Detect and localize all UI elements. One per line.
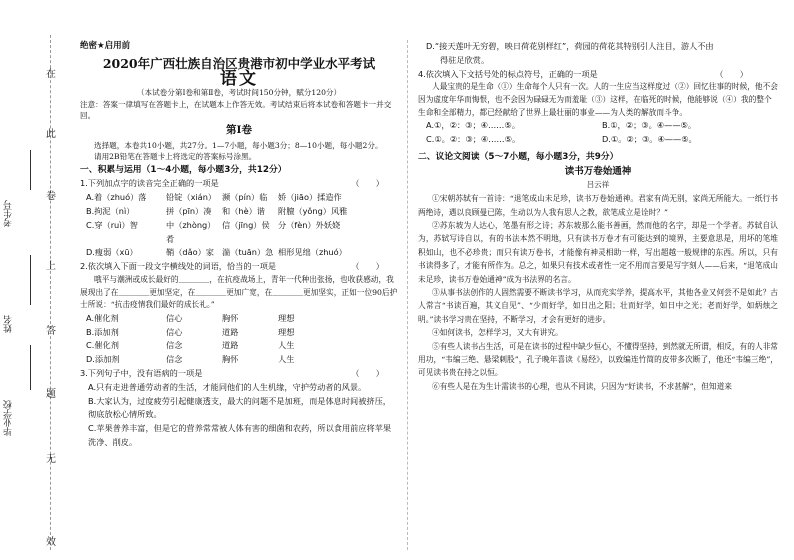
option-cell: C.①。②：③；④……⑤。: [426, 133, 521, 144]
question-1: [80, 177, 398, 191]
volume-title: 第Ⅰ卷: [226, 123, 252, 136]
article-paragraph: ⑤有些人读书占生活，可是在读书的过程中缺少恒心，不懂得坚持，到然就无所谓，相反，有的人非常用功，“韦编三绝、悬梁刺股”，孔子晚年喜读《易经》，以致编连竹简的皮带多次断了，他还“韦编三绝”，可见读书贵在持之以恒。: [418, 341, 778, 378]
option-cell: A.催化剂: [86, 312, 119, 323]
option-cell: 信念: [166, 340, 183, 351]
option-cell: 中（zhòng）肴: [166, 219, 216, 244]
article-paragraph: ③从事书法创作的人固然需要不断读书学习，从而充实学养，提高水平，其他各业又何尝不是如此？古人常言“书读百遍，其义自见”、“少而好学，如日出之阳；壮而好学，如日中之光；老而好学，如炳烛之明。”读书学习贵在坚持，不断学习，才会有更好的进步。: [418, 288, 778, 324]
option-cell: B.拘泥（nì）: [86, 206, 135, 217]
article-paragraph: ①宋朝苏轼有一首诗：“退笔成山未足珍，读书万卷始通神。君家有尚无别，家尚无所能大。一纸行书两绝诗，遇以良顾曼已陈，生动以为人我有思人之教，欲笔成立是诠时？”: [418, 194, 778, 217]
option-cell: C.穿（ruì）智: [86, 219, 138, 230]
seal-char: 题: [46, 389, 56, 400]
option-cell: 濒（pín）临: [222, 192, 268, 203]
option-cell: 分（fèn）外妖娆: [278, 219, 341, 230]
option-row: [80, 246, 398, 260]
option-cell: 道路: [222, 326, 239, 337]
option-cell: 相形见绌（zhuó）: [278, 247, 347, 258]
section-heading: 一、积累与运用（1～4小题，每小题3分，共12分）: [80, 164, 287, 175]
article-title: 读书万卷始通神: [564, 165, 632, 177]
option-row: [80, 205, 398, 219]
option-row: [80, 339, 398, 353]
answer-bracket: （ ）: [351, 368, 384, 379]
exam-number-label: 考生号: [4, 200, 14, 227]
left-column: [80, 40, 398, 450]
right-column: [418, 40, 778, 393]
option-cell: 信（jīng）侯: [222, 219, 270, 230]
exam-number-line: [30, 150, 31, 190]
option-cell: 人生: [278, 354, 295, 365]
option-cell: 和（hè）谐: [222, 206, 265, 217]
seal-char: 无: [46, 454, 56, 465]
option-cell: 信心: [166, 326, 183, 337]
exam-title: 2020年广西壮族自治区贵港市初中学业水平考试: [102, 55, 376, 71]
seal-char: 上: [46, 261, 56, 272]
question-passage: 人最宝贵的是生命（①）生命每个人只有一次。人的一生应当这样度过（②）回忆往事的时候，他不会因为虚度年华而悔恨，也不会因为碌碌无为而羞耻（③）这样，在临死的时候，他能够说（④）我的整个生命和全部精力，都已经献给了世界上最壮丽的事业——为人类的解放而斗争。: [418, 82, 778, 117]
seal-line: [50, 35, 51, 550]
option-cell: 道路: [222, 340, 239, 351]
option-cell: B.添加剂: [86, 326, 119, 337]
option-cell: 附膻（yǒng）风雅: [278, 206, 348, 217]
option-row: [80, 191, 398, 205]
school-label: 毕业学校: [4, 400, 14, 436]
option-cell: 胸怀: [222, 312, 239, 323]
question-4: [418, 68, 778, 82]
volume-note: 请用2B铅笔在答题卡上将选定的答案标号涂黑。: [94, 152, 257, 162]
article-author: 吕云祥: [586, 180, 610, 190]
exam-info: （本试卷分第Ⅰ卷和第Ⅱ卷，考试时间150分钟，赋分120分）: [136, 88, 342, 98]
option-cell: 胸怀: [222, 354, 239, 365]
option-cell: B.①，②；③。④——⑤。: [602, 120, 697, 131]
volume-note: 选择题，本卷共10小题，共27分。1—7小题，每小题3分；8—10小题，每小题2分。: [94, 140, 383, 150]
name-label: 姓名: [4, 315, 14, 333]
subject-title: 语文: [220, 68, 258, 89]
option-cell: 理想: [278, 312, 295, 323]
option-d-continued: 得驻足欣赏。: [440, 54, 490, 65]
option-cell: 湍（tuān）急: [222, 247, 274, 258]
binding-margin: [0, 0, 80, 560]
question-text: 2.依次填入下面一段文字横线处的词语，恰当的一项是: [80, 261, 277, 272]
question-text: 4.依次填入下文括号处的标点符号，正确的一项是: [418, 68, 598, 79]
option-cell: 理想: [278, 326, 295, 337]
option-cell: D.添加剂: [86, 354, 120, 365]
seal-char: 卷: [46, 191, 56, 202]
answer-bracket: （ ）: [715, 68, 748, 79]
seal-char: 在: [46, 69, 56, 80]
option-cell: 信心: [166, 312, 183, 323]
seal-char: 答: [46, 326, 56, 337]
exam-instructions: 注意：答案一律填写在答题卡上，在试题本上作答无效。考试结束后将本试卷和答题卡一并交回。: [80, 99, 392, 121]
answer-bracket: （ ）: [351, 261, 384, 272]
question-passage: 哦平与潮洲或成长最好的＿＿＿＿，在抗疫战场上，青年一代种出张扬，也收获感动，我展现出了在＿＿＿＿更加坚定，在＿＿＿＿更加广宽，在＿＿＿＿更加坚实，正如一位90后护士所说：“抗击疫情我们最好的成长礼。”: [80, 275, 398, 310]
option-row: [80, 353, 398, 367]
option-a: A.只有走进普通劳动者的生活，才能同他们的人生机缘，守护劳动者的风景。: [88, 381, 367, 392]
option-cell: 铅锭（xián）: [166, 192, 217, 203]
option-row: [418, 133, 778, 147]
option-cell: 拼（pīn）凑: [166, 206, 212, 217]
fold-line: [407, 40, 408, 550]
option-cell: C.催化剂: [86, 340, 119, 351]
question-text: 1.下列加点字的读音完全正确的一项是: [80, 178, 219, 189]
option-row: [80, 326, 398, 340]
option-row: [418, 119, 778, 133]
option-c: C.苹果普养丰富，但是它的营养常常被人体有害的细菌和农药，所以食用前应将苹果洗净、削皮。: [88, 423, 392, 448]
option-cell: D.瘦弱（xū）: [86, 247, 138, 258]
article-paragraph: ②苏东坡为人达心，笔墨有形之诗；苏东坡那么能书善画，然而他的名字，却是一个学者。苏轼自认为，苏轼写诗自以，有的书法本然不明地，只有读书万卷才有可能达到的境界，主要意思是，用坏的笔堆积如山，也不必珍贵；而只有读万卷书，才能像有神灵相助一样，写出超越一般规律的东西。所以，只有书读得多了，才能有所作为。总之，如果只有技术或者性一定不用而言要是写字刻人——后来，“退笔成山未足珍，读书万卷始通神”成为书法界的名言。: [418, 220, 778, 284]
option-cell: 娇（jiāo）揉造作: [278, 192, 342, 203]
option-d: D.“接天莲叶无穷碧，映日荷花别样红”，荷园的荷花其特别引人注目，游人不由: [426, 41, 714, 51]
section-heading: 二、议论文阅读（5～7小题，每小题3分，共9分）: [418, 151, 619, 162]
seal-char: 效: [46, 537, 56, 548]
question-3: [80, 367, 398, 381]
option-cell: A.①，②：③；④……⑤。: [426, 120, 520, 131]
name-line: [30, 255, 31, 305]
question-text: 3.下列句子中，没有语病的一项是: [80, 368, 203, 379]
article-paragraph: ④如何读书，怎样学习，又大有讲究。: [432, 328, 563, 338]
option-cell: D.①。②；③。④——⑤。: [602, 133, 697, 144]
question-2: [80, 260, 398, 274]
seal-char: 此: [46, 129, 56, 140]
option-b: B.大家认为，过度疲劳引起健康透支，最大的问题不是加班，而是体息时间被挤压，彻底放松心情所致。: [88, 395, 391, 420]
option-row: [80, 219, 398, 247]
option-cell: 人生: [278, 340, 295, 351]
option-cell: 鞘（dǎo）家: [166, 247, 214, 258]
school-line: [30, 345, 31, 390]
option-cell: 信念: [166, 354, 183, 365]
article-paragraph: ⑥有些人是在为生计需读书的心理，也从不同读，只因为“好读书，不求甚解”，但知道来: [432, 381, 732, 391]
option-row: [80, 312, 398, 326]
option-cell: A.着（zhuó）落: [86, 192, 147, 203]
secret-mark: 绝密★启用前: [80, 41, 131, 51]
answer-bracket: （ ）: [351, 178, 384, 189]
